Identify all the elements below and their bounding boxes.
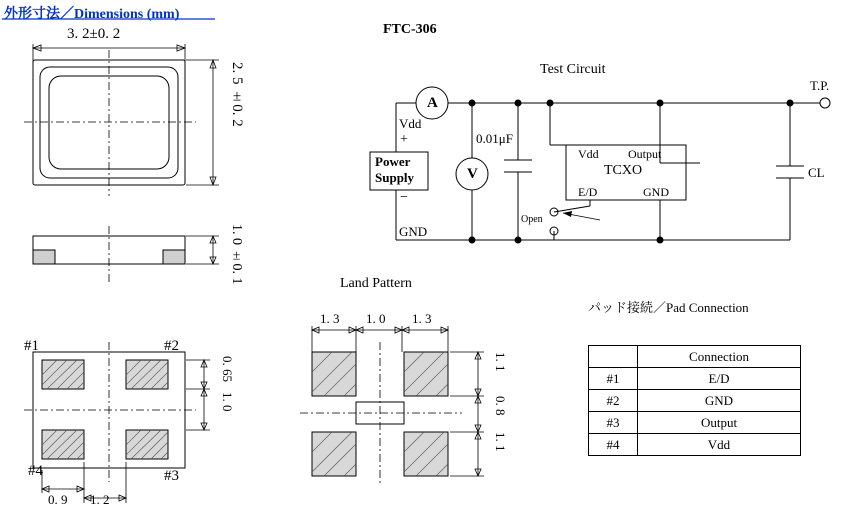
vdd-label: Vdd (399, 116, 422, 131)
dim-065 (219, 356, 235, 387)
test-circuit-title: Test Circuit (540, 62, 606, 77)
supply-plus-label: + (400, 132, 408, 147)
pad-label-2: #2 (164, 338, 179, 354)
pad-connection-title: パッド接続／Pad Connection (588, 300, 749, 315)
cl-label: CL (808, 165, 825, 180)
capacitor-label: 0.01μF (476, 131, 513, 146)
row-conn-2: GND (638, 390, 801, 412)
pad-label-1: #1 (24, 338, 39, 354)
tcxo-vdd-label: Vdd (578, 147, 599, 161)
row-conn-3: Output (638, 412, 801, 434)
power-supply-label-1: Power (375, 154, 411, 169)
row-conn-4: Vdd (638, 434, 801, 456)
row-pad-1: #1 (589, 368, 638, 390)
part-number: FTC-306 (383, 22, 437, 37)
header-pad-cell (589, 346, 638, 368)
tcxo-output-label: Output (628, 147, 662, 161)
land-dim-mid-right-text: 0. 8 (493, 396, 508, 416)
dim-height-top (228, 62, 245, 132)
land-dim-mid-right (492, 396, 508, 421)
open-label: Open (521, 214, 543, 225)
row-pad-2: #2 (589, 390, 638, 412)
land-dim-left: 1. 3 (320, 311, 340, 326)
supply-minus-label: − (400, 190, 408, 205)
pad-label-4: #4 (28, 463, 43, 479)
land-dim-top-right-text: 1. 1 (493, 352, 508, 372)
land-pattern-title: Land Pattern (340, 276, 412, 291)
tcxo-ed-label: E/D (578, 185, 598, 199)
row-pad-4: #4 (589, 434, 638, 456)
power-supply-label-2: Supply (375, 170, 415, 185)
dim-height-top-text: 2. 5 ±0. 2 (229, 62, 245, 127)
gnd-label: GND (399, 224, 428, 239)
dim-width-top: 3. 2±0. 2 (67, 26, 121, 42)
header-connection-cell: Connection (638, 346, 801, 368)
dim-thickness (228, 224, 244, 290)
land-dim-bottom-right (492, 432, 508, 457)
land-dim-bottom-right-text: 1. 1 (493, 432, 508, 452)
voltmeter-label: V (467, 166, 478, 182)
dim-thickness-text: 1. 0 ±0. 1 (229, 224, 244, 285)
table-row (589, 434, 801, 456)
tcxo-label: TCXO (604, 163, 643, 178)
land-dim-top-right (492, 352, 508, 377)
dim-09: 0. 9 (48, 492, 68, 507)
table-row (589, 368, 801, 390)
pad-label-3: #3 (164, 468, 179, 484)
ammeter-label: A (427, 95, 438, 111)
tp-label: T.P. (810, 78, 830, 93)
dim-10-bottom-text: 1. 0 (220, 392, 235, 412)
dim-065-text: 0. 65 (220, 356, 235, 382)
pad-connection-table (588, 345, 801, 456)
dim-12: 1. 2 (90, 492, 110, 507)
page-title: 外形寸法／Dimensions (mm) (4, 7, 180, 22)
tcxo-gnd-label: GND (643, 185, 669, 199)
land-dim-center: 1. 0 (366, 311, 386, 326)
table-row (589, 412, 801, 434)
row-conn-1: E/D (638, 368, 801, 390)
table-row (589, 390, 801, 412)
dim-10-bottom (219, 392, 235, 417)
land-dim-right: 1. 3 (412, 311, 432, 326)
row-pad-3: #3 (589, 412, 638, 434)
pad-connection-table-wrap (588, 345, 801, 456)
table-header-row (589, 346, 801, 368)
